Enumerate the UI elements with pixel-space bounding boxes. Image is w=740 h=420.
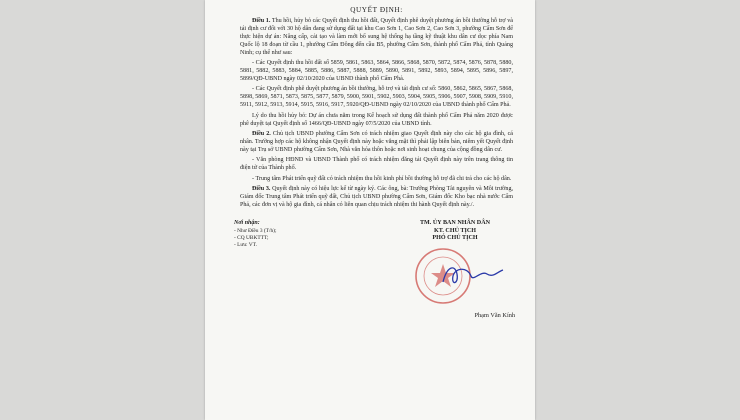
recipient-item: - Như Điều 3 (T/h); [234,228,277,235]
article-3 [240,186,513,210]
document-body [234,6,515,340]
signature-block [395,220,515,320]
signature-line-2: KT. CHỦ TỊCH [434,227,476,234]
article-1-label: Điều 1. [252,18,271,24]
signer-name: Phạm Văn Kính [474,312,515,320]
compensation-decisions: - Các Quyết định phê duyệt phương án bồi thường, hỗ trợ và tái định cư số: 5860, 5862, 5865, 5867, 5868, 5898, 5869, 5871, 5873, 5875, 5877, 5879, 5900, 5901, 5902, 5903, 5904, 5905, 5906, 5907, 5908, 5909, 5910, 5911, 5912, 5913, 5914, 5915, 5916, 5917, 5920/QĐ-UBND ngày 02/10/2020 của UBND thành phố Cẩm Phả. [240,86,513,109]
recipient-item: - Lưu: VT. [234,242,257,249]
land-fund-responsibility: - Trung tâm Phát triển quỹ đất có trách nhiệm thu hồi kinh phí bồi thường hỗ trợ đã chi trả cho các hộ dân. [252,175,512,182]
document-footer [234,220,515,340]
signature-line-3: PHÓ CHỦ TỊCH [432,235,478,242]
office-responsibility: - Văn phòng HĐND và UBND Thành phố có trách nhiệm đăng tải Quyết định này trên trang thông tin điện tử của Thành phố. [240,157,513,172]
decision-title: QUYẾT ĐỊNH: [350,6,403,14]
article-2-text: Chủ tịch UBND phường Cẩm Sơn có trách nhiệm giao Quyết định này cho các hộ gia đình, cá nhân. Trường hợp các hộ không nhận Quyết định này hoặc vắng mặt thì phải lập biên bản, niêm yết Quyết định này tại Trụ sở UBND phường Cẩm Sơn, Nhà văn hóa thôn hoặc nơi sinh hoạt chung của cộng đồng dân cư. [240,131,513,153]
land-recovery-decisions: - Các Quyết định thu hồi đất số 5859, 5861, 5863, 5864, 5866, 5868, 5870, 5872, 5874, 5876, 5878, 5880, 5881, 5882, 5883, 5884, 5885, 5886, 5887, 5888, 5889, 5890, 5891, 5892, 5893, 5894, 5895, 5896, 5897, 5899/QĐ-UBND ngày 02/10/2020 của UBND thành phố Cẩm Phả. [240,60,513,82]
article-2 [240,131,513,155]
article-2-label: Điều 2. [252,131,271,138]
recipients-heading: Nơi nhận: [234,220,260,227]
article-1 [240,18,513,58]
article-1-text: Thu hồi, hủy bỏ các Quyết định thu hồi đất, Quyết định phê duyệt phương án bồi thường hỗ trợ và tái định cư đối với 30 hộ dân đang sử dụng đất tại khu Cao Sơn 1, Cao Sơn 2, Cao Sơn 3, phường Cẩm Sơn để thực hiện dự án: Nâng cấp, cải tạo và làm mới bổ sung hệ thống hạ tầng kỹ thuật khu dân cư dọc phía Nam Quốc lộ 18 đoạn từ cầu 1, phường Cẩm Đông đến cầu B5, phường Cẩm Sơn, thành phố Cẩm Phả, tỉnh Quảng Ninh; cụ thể như sau: [240,18,513,56]
document-page [205,0,535,420]
signature-line-1: TM. ỦY BAN NHÂN DÂN [419,220,491,227]
handwritten-signature [437,260,507,290]
article-3-text: Quyết định này có hiệu lực kể từ ngày ký. Các ông, bà: Trưởng Phòng Tài nguyên và Môi trường, Giám đốc Trung tâm Phát triển quỹ đất, Chủ tịch UBND phường Cẩm Sơn, Giám đốc Kho bạc nhà nước Cẩm Phả, các đơn vị và hộ gia đình, cá nhân có liên quan chịu trách nhiệm thi hành Quyết định này./. [240,186,514,209]
recipient-item: - CQ UBKTTT; [234,235,269,242]
article-3-label: Điều 3. [252,186,271,193]
recipients-block [234,220,344,249]
cancellation-reason: Lý do thu hồi hủy bỏ: Dự án chưa nằm trong Kế hoạch sử dụng đất thành phố Cẩm Phả năm 2020 được phê duyệt tại Quyết định số 1466/QĐ-UBND ngày 07/5/2020 của UBND tỉnh. [240,112,513,127]
